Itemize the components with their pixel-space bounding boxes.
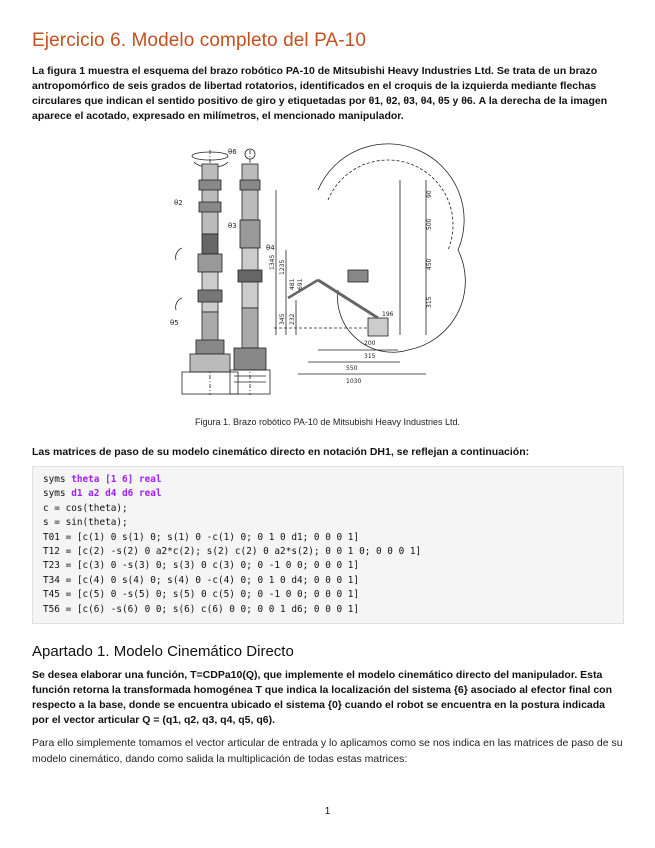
code-line <box>43 473 623 487</box>
robot-side-view-drawing <box>228 148 275 395</box>
code-symbols: theta [1 6] real <box>71 474 162 485</box>
section-title: Apartado 1. Modelo Cinemático Directo <box>32 643 294 660</box>
svg-text:θ5: θ5 <box>170 319 179 327</box>
page-number: 1 <box>324 806 331 817</box>
code-line: T34 = [c(4) 0 s(4) 0; s(4) 0 -c(4) 0; 0 1 0 d4; 0 0 0 1] <box>43 574 360 586</box>
section-paragraph: Para ello simplemente tomamos el vector articular de entrada y lo aplicamos como se nos indica en las matrices de paso de su modelo cinemático, dando como salida la multiplicación de todas estas matrices: <box>32 737 623 765</box>
robot-front-view-drawing <box>170 150 238 395</box>
svg-text:θ2: θ2 <box>174 199 183 207</box>
section-bold-paragraph: Se desea elaborar una función, T=CDPa10(Q), que implemente el modelo cinemático directo del manipulador. Esta función retorna la transformada homogénea T que indica la localización del sistema {6} asociado al efector final con respecto a la base, donde se encuentra ubicado el sistema {0} cuando el robot se encuentra en la postura indicada por el vector articular Q = (q1, q2, q3, q4, q5, q6). <box>32 669 612 726</box>
code-line: T12 = [c(2) -s(2) 0 a2*c(2); s(2) c(2) 0 a2*s(2); 0 0 1 0; 0 0 0 1] <box>43 545 422 557</box>
code-line <box>43 487 623 501</box>
code-line: T01 = [c(1) 0 s(1) 0; s(1) 0 -c(1) 0; 0 1 0 d1; 0 0 0 1] <box>43 531 360 543</box>
document-title: Ejercicio 6. Modelo completo del PA-10 <box>32 30 366 51</box>
dimension-label: 232 <box>289 313 296 325</box>
robot-dimension-drawing <box>269 144 465 385</box>
code-line: T56 = [c(6) -s(6) 0 0; s(6) c(6) 0 0; 0 0 1 d6; 0 0 0 1] <box>43 603 360 615</box>
dimension-label: 90 <box>426 190 433 198</box>
dimension-label: 200 <box>364 340 376 347</box>
code-symbols: d1 a2 d4 d6 real <box>71 488 162 500</box>
dimension-label: 196 <box>382 311 394 318</box>
dimension-label: 315 <box>426 296 433 308</box>
dimension-label: 1030 <box>346 378 362 385</box>
svg-text:θ4: θ4 <box>266 244 275 252</box>
code-line: T45 = [c(5) 0 -s(5) 0; s(5) 0 c(5) 0; 0 -1 0 0; 0 0 0 1] <box>43 589 360 601</box>
code-line: c = cos(theta); <box>43 502 128 514</box>
code-keyword: syms <box>43 488 66 500</box>
dimension-label: 345 <box>279 313 286 325</box>
matrices-intro: Las matrices de paso de su modelo cinemático directo en notación DH1, se reflejan a continuación: <box>32 446 530 458</box>
dimension-label: 1235 <box>279 259 286 275</box>
svg-text:θ6: θ6 <box>228 148 237 156</box>
pa10-robot-figure <box>168 140 478 410</box>
dimension-label: 691 <box>297 278 304 290</box>
dimension-label: 550 <box>346 365 358 372</box>
code-block <box>32 466 624 624</box>
code-line: T23 = [c(3) 0 -s(3) 0; s(3) 0 c(3) 0; 0 -1 0 0; 0 0 0 1] <box>43 560 360 572</box>
code-keyword: syms <box>43 474 66 485</box>
figure-caption: Figura 1. Brazo robótico PA-10 de Mitsubishi Heavy Industries Ltd. <box>195 417 460 427</box>
code-line: s = sin(theta); <box>43 517 128 529</box>
dimension-label: 481 <box>289 278 296 290</box>
dimension-label: 1345 <box>269 254 276 270</box>
dimension-label: 315 <box>364 353 376 360</box>
svg-text:θ3: θ3 <box>228 222 237 230</box>
dimension-label: 450 <box>426 258 433 270</box>
intro-paragraph: La figura 1 muestra el esquema del brazo robótico PA-10 de Mitsubishi Heavy Industries Ltd. Se trata de un brazo antropomórfico de seis grados de libertad rotatorios, identificados en el croquis de la izquierda mediante flechas circulares que indican el sentido positivo de giro y etiquetadas por θ1, θ2, θ3, θ4, θ5 y θ6. A la derecha de la imagen aparece el acotado, expresado en milímetros, el mencionado manipulador. <box>32 65 608 122</box>
dimension-label: 500 <box>426 218 433 230</box>
